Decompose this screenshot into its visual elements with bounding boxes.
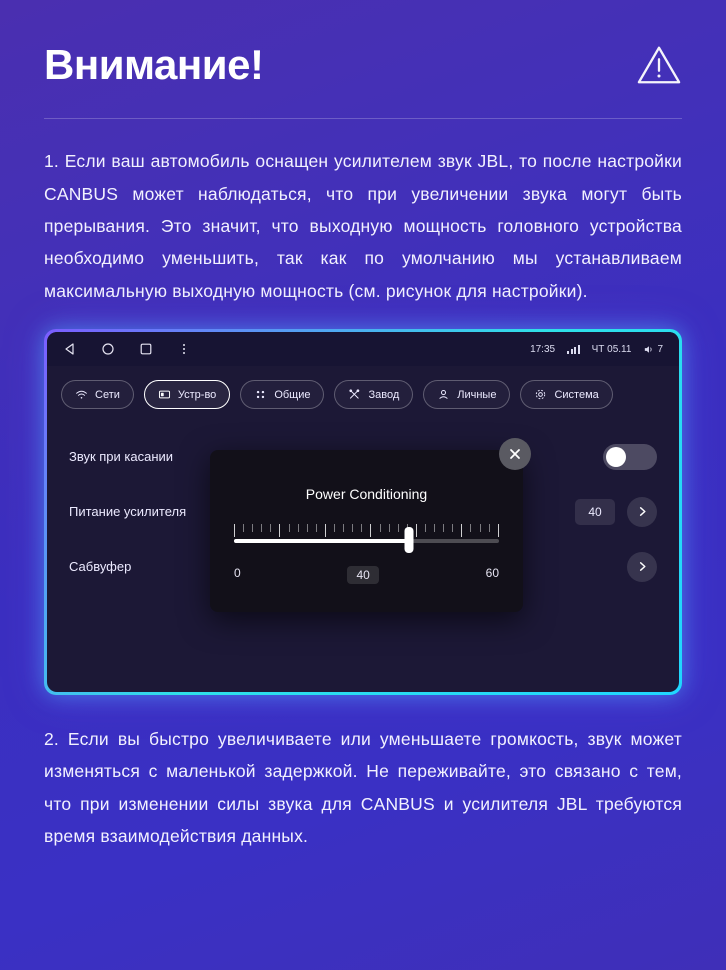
device-screenshot-frame bbox=[44, 329, 682, 695]
tab-device[interactable] bbox=[144, 380, 230, 409]
recents-square-icon[interactable] bbox=[139, 342, 153, 356]
device-statusbar bbox=[47, 332, 679, 366]
dialog-title: Power Conditioning bbox=[305, 486, 428, 503]
slider-value: 40 bbox=[347, 566, 378, 584]
tab-label: Сети bbox=[95, 388, 120, 401]
statusbar-date: ЧТ 05.11 bbox=[591, 343, 632, 355]
tab-system[interactable] bbox=[520, 380, 612, 409]
close-icon[interactable] bbox=[499, 438, 531, 470]
chevron-right-icon[interactable] bbox=[627, 552, 657, 582]
paragraph-2: 2. Если вы быстро увеличиваете или уменьшаете громкость, звук может изменяться с маленькой задержкой. Не переживайте, это связано с тем, что при изменении силы звука для CANBUS и усилителя JBL требуются время взаимодействия данных. bbox=[44, 729, 682, 847]
slider-ticks bbox=[234, 524, 499, 538]
header-divider bbox=[44, 118, 682, 119]
signal-bars-icon bbox=[567, 344, 580, 354]
row-label: Звук при касании bbox=[69, 449, 174, 465]
page-title: Внимание! bbox=[44, 41, 264, 88]
tab-label: Общие bbox=[274, 388, 311, 401]
device-tabs bbox=[47, 366, 679, 419]
chevron-right-icon[interactable] bbox=[627, 497, 657, 527]
header bbox=[44, 0, 682, 88]
slider-scale bbox=[234, 566, 499, 584]
tab-label: Устр-во bbox=[177, 388, 217, 401]
tab-label: Система bbox=[554, 388, 599, 401]
row-label: Питание усилителя bbox=[69, 504, 187, 520]
paragraph-1: 1. Если ваш автомобиль оснащен усилителем звук JBL, то после настройки CANBUS может наблюдаться, что при увеличении звука могут быть прерывания. Это значит, что выходную мощность головного устройства необходимо уменьшить, так как по умолчанию мы устанавливаем максимальную выходную мощность (см. рисунок для настройки). bbox=[44, 151, 682, 301]
slider-max: 60 bbox=[485, 566, 499, 581]
slider-track bbox=[234, 539, 499, 543]
amplifier-power-value[interactable]: 40 bbox=[575, 499, 615, 525]
tab-label: Завод bbox=[368, 388, 400, 401]
tab-factory[interactable] bbox=[334, 380, 413, 409]
warning-triangle-icon bbox=[636, 42, 682, 88]
device-screen bbox=[47, 332, 679, 692]
back-triangle-icon[interactable] bbox=[63, 342, 77, 356]
volume-icon bbox=[643, 344, 663, 355]
home-circle-icon[interactable] bbox=[101, 342, 115, 356]
volume-value: 7 bbox=[657, 343, 663, 355]
tab-general[interactable] bbox=[240, 380, 324, 409]
tab-label: Личные bbox=[457, 388, 497, 401]
statusbar-time: 17:35 bbox=[530, 343, 556, 355]
power-conditioning-dialog bbox=[210, 450, 523, 612]
slider-min: 0 bbox=[234, 566, 241, 581]
tab-networks[interactable] bbox=[61, 380, 134, 409]
slider-knob[interactable] bbox=[404, 527, 413, 553]
overflow-menu-icon[interactable] bbox=[177, 342, 191, 356]
touch-sound-toggle[interactable] bbox=[603, 444, 657, 470]
tab-personal[interactable] bbox=[423, 380, 510, 409]
power-slider[interactable] bbox=[234, 524, 499, 550]
row-label: Сабвуфер bbox=[69, 559, 132, 575]
